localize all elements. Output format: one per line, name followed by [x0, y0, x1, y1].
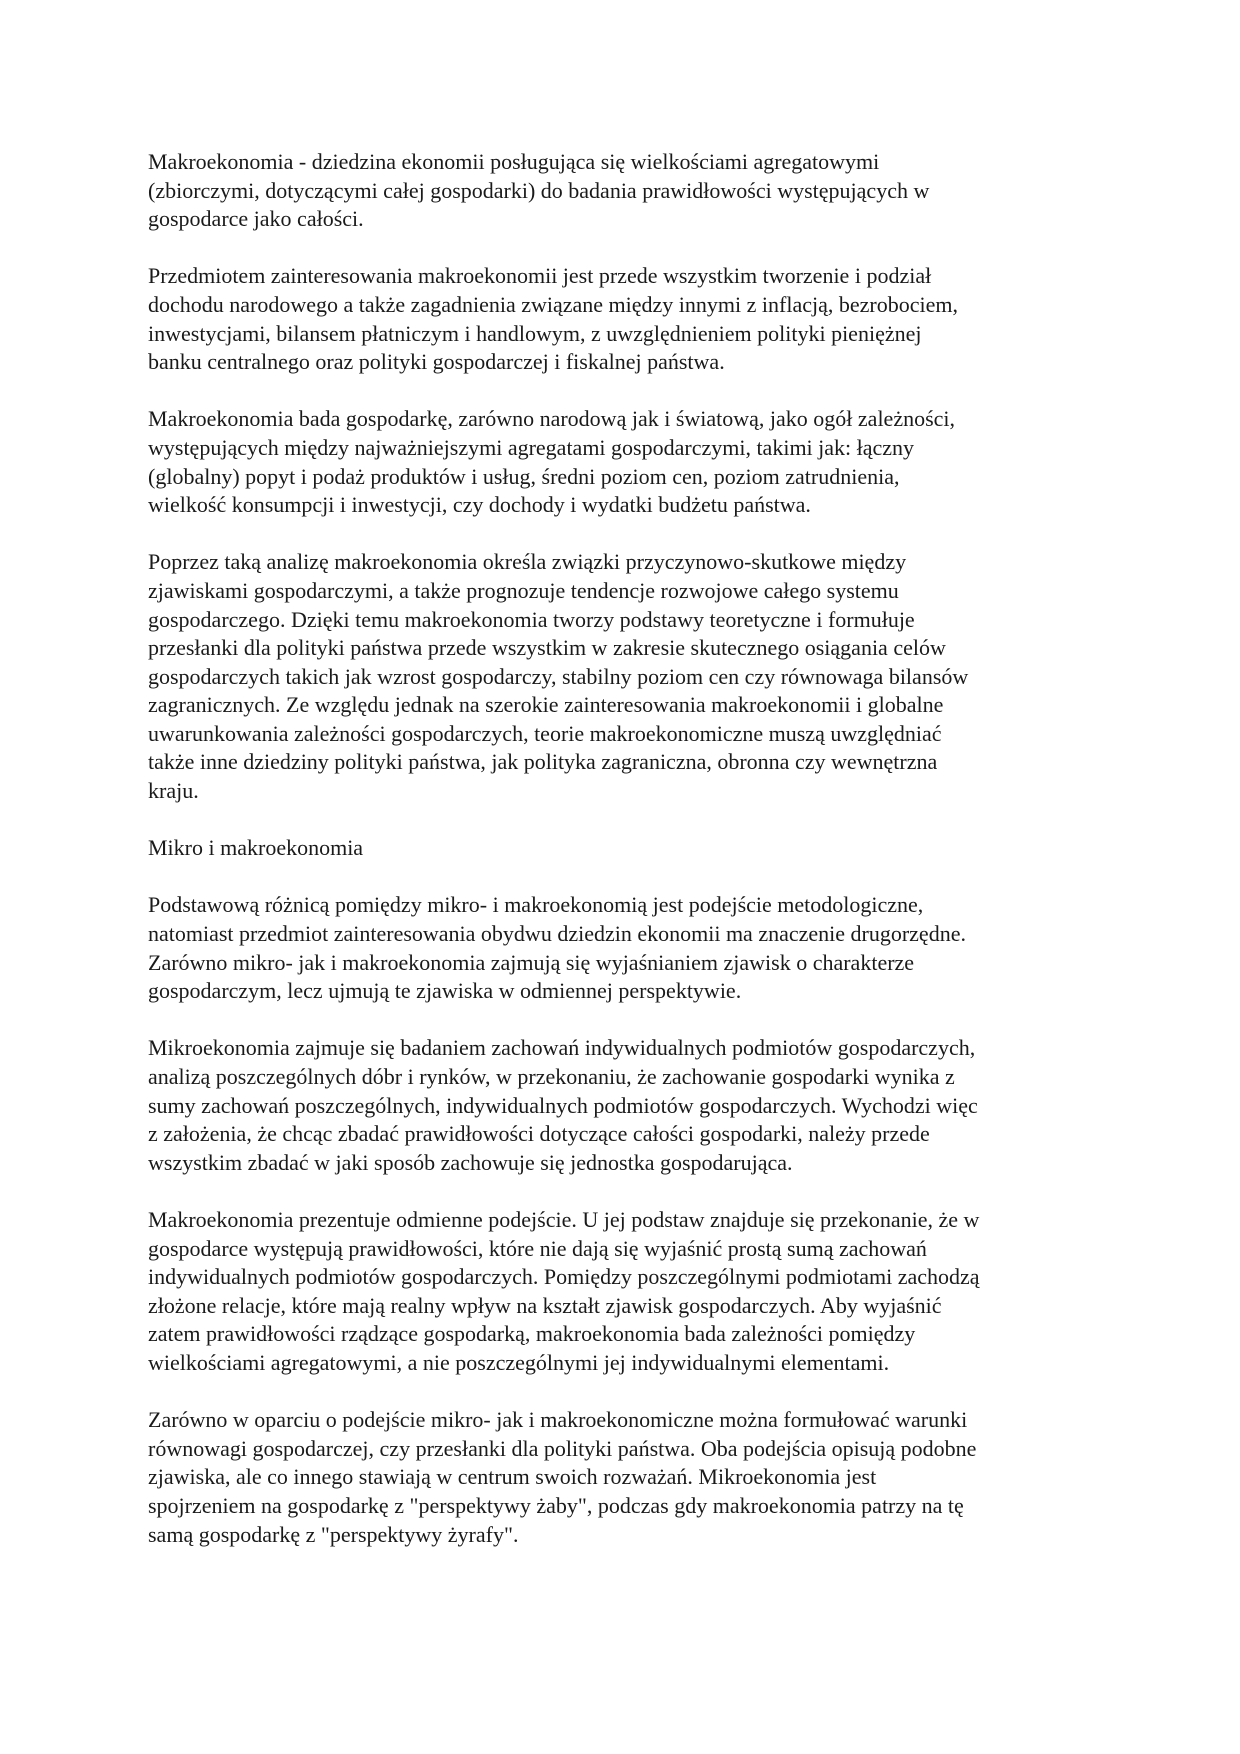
paragraph-subject: Przedmiotem zainteresowania makroekonomii jest przede wszystkim tworzenie i podział dochodu narodowego a także zagadnienia związane między innymi z inflacją, bezrobociem, inwestycjami, bilansem płatniczym i handlowym, z uwzględnieniem polityki pieniężnej banku centralnego oraz polityki gospodarczej i fiskalnej państwa. — [148, 263, 958, 375]
paragraph-comparison: Zarówno w oparciu o podejście mikro- jak i makroekonomiczne można formułować warunki równowagi gospodarczej, czy przesłanki dla polityki państwa. Oba podejścia opisują podobne zjawiska, ale co innego stawiają w centrum swoich rozważań. Mikroekonomia jest spojrzeniem na gospodarkę z "perspektywy żaby", podczas gdy makroekonomia patrzy na tę samą gospodarkę z "perspektywy żyrafy". — [148, 1407, 977, 1547]
paragraph-definition: Makroekonomia - dziedzina ekonomii posługująca się wielkościami agregatowymi (zbiorczymi, dotyczącymi całej gospodarki) do badania prawidłowości występujących w gospodarce jako całości. — [148, 149, 930, 232]
paragraph-analysis: Poprzez taką analizę makroekonomia określa związki przyczynowo-skutkowe między zjawiskami gospodarczymi, a także prognozuje tendencje rozwojowe całego systemu gospodarczego. Dzięki temu makroekonomia tworzy podstawy teoretyczne i formułuje przesłanki dla polityki państwa przede wszystkim w zakresie skutecznego osiągania celów gospodarczych takich jak wzrost gospodarczy, stabilny poziom cen czy równowaga bilansów zagranicznych. Ze względu jednak na szerokie zainteresowania makroekonomii i globalne uwarunkowania zależności gospodarczych, teorie makroekonomiczne muszą uwzględniać także inne dziedziny polityki państwa, jak polityka zagraniczna, obronna czy wewnętrzna kraju. — [148, 549, 969, 804]
paragraph-scope: Makroekonomia bada gospodarkę, zarówno narodową jak i światową, jako ogół zależności, występujących między najważniejszymi agregatami gospodarczymi, takimi jak: łączny (globalny) popyt i podaż produktów i usług, średni poziom cen, poziom zatrudnienia, wielkość konsumpcji i inwestycji, czy dochody i wydatki budżetu państwa. — [148, 406, 956, 518]
paragraph-macroeconomics: Makroekonomia prezentuje odmienne podejście. U jej podstaw znajduje się przekonanie, że w gospodarce występują prawidłowości, które nie dają się wyjaśnić prostą sumą zachowań indywidualnych podmiotów gospodarczych. Pomiędzy poszczególnymi podmiotami zachodzą złożone relacje, które mają realny wpływ na kształt zjawisk gospodarczych. Aby wyjaśnić zatem prawidłowości rządzące gospodarką, makroekonomia bada zależności pomiędzy wielkościami agregatowymi, a nie poszczególnymi jej indywidualnymi elementami. — [148, 1206, 980, 1375]
paragraph-difference: Podstawową różnicą pomiędzy mikro- i makroekonomią jest podejście metodologiczne, natomiast przedmiot zainteresowania obydwu dziedzin ekonomii ma znaczenie drugorzędne. Zarówno mikro- jak i makroekonomia zajmują się wyjaśnianiem zjawisk o charakterze gospodarczym, lecz ujmują te zjawiska w odmiennej perspektywie. — [148, 892, 966, 1004]
paragraph-microeconomics: Mikroekonomia zajmuje się badaniem zachowań indywidualnych podmiotów gospodarczych, analizą poszczególnych dóbr i rynków, w przekonaniu, że zachowanie gospodarki wynika z sumy zachowań poszczególnych, indywidualnych podmiotów gospodarczych. Wychodzi więc z założenia, że chcąc zbadać prawidłowości dotyczące całości gospodarki, należy przede wszystkim zbadać w jaki sposób zachowuje się jednostka gospodarująca. — [148, 1035, 978, 1175]
section-heading: Mikro i makroekonomia — [148, 835, 364, 861]
document-body — [148, 148, 1108, 1578]
